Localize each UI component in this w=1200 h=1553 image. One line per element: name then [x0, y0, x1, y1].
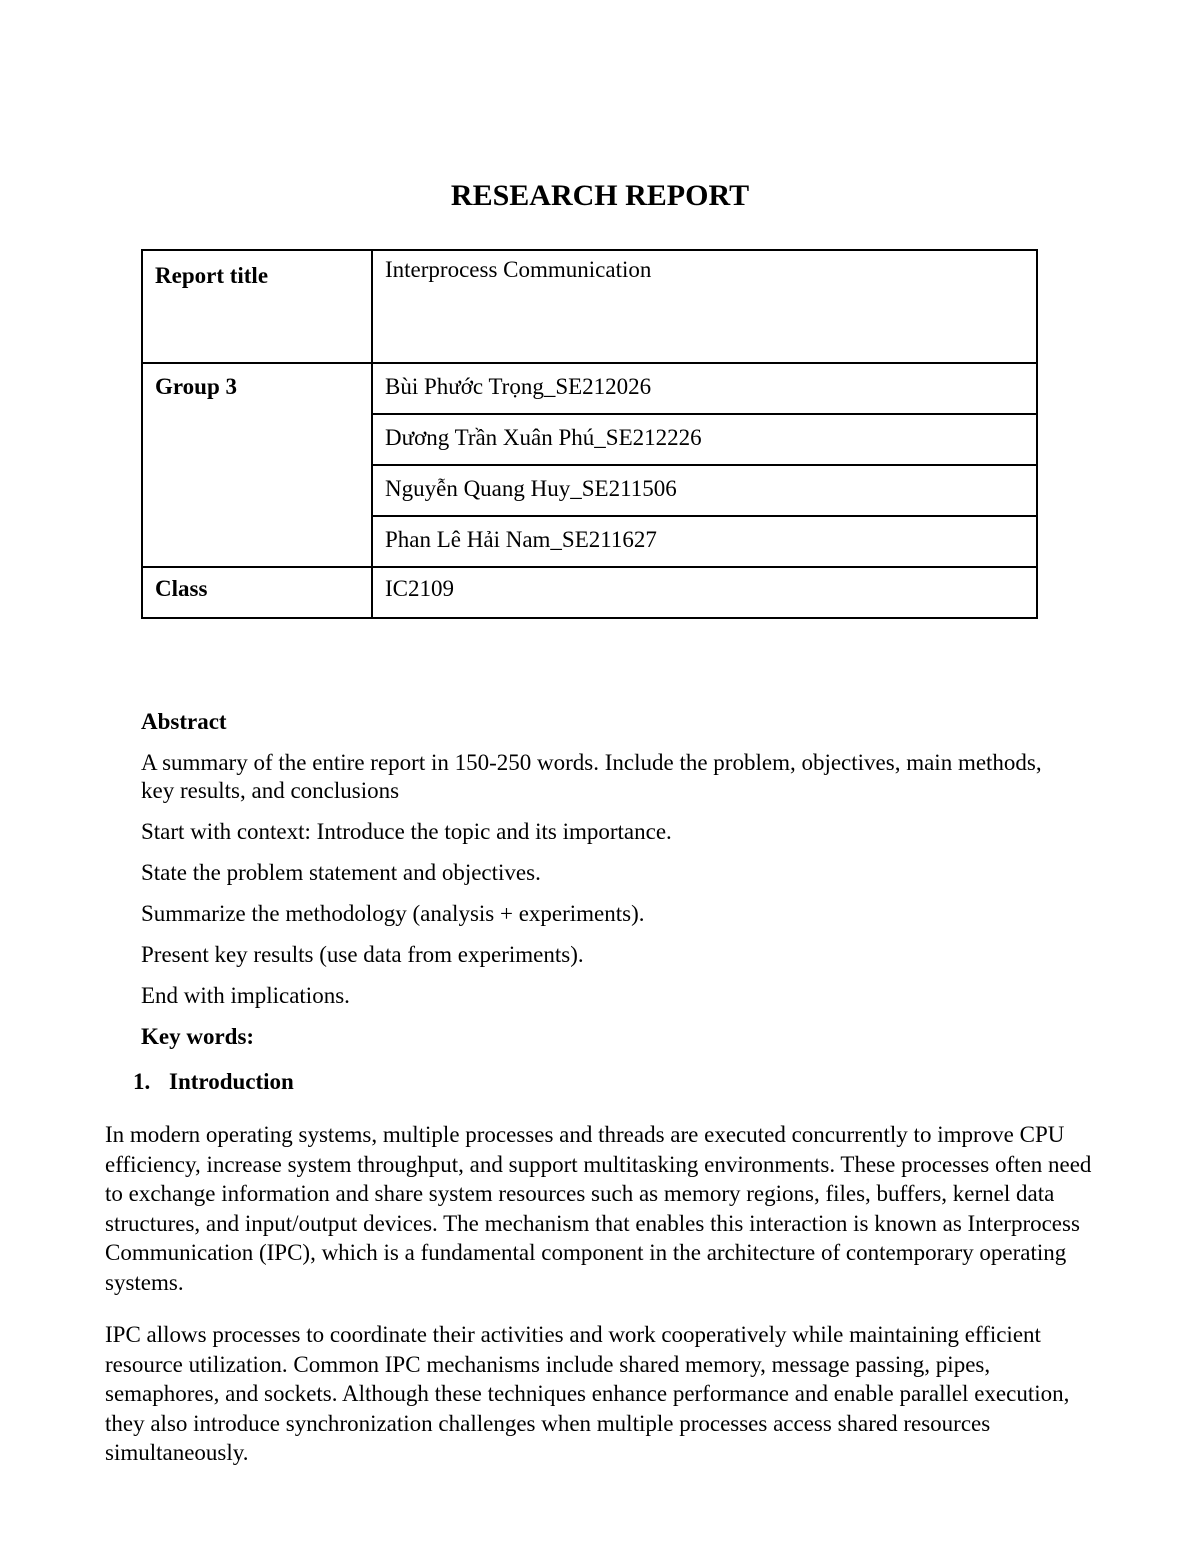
section-number: 1.: [133, 1069, 151, 1094]
section-heading-introduction: [133, 1068, 294, 1096]
abstract-paragraph: End with implications.: [141, 983, 350, 1008]
member-name: Nguyễn Quang Huy_SE211506: [372, 465, 1037, 516]
document-title: RESEARCH REPORT: [450, 179, 750, 212]
report-info-table: [141, 249, 1038, 619]
body-paragraph: In modern operating systems, multiple processes and threads are executed concurrently to improve CPU efficiency, increase system throughput, and support multitasking environments. These processes often need to exchange information and share system resources such as memory regions, files, buffers, kernel data structures, and input/output devices. The mechanism that enables this interaction is known as Interprocess Communication (IPC), which is a fundamental component in the architecture of contemporary operating systems.: [105, 1122, 1092, 1295]
abstract-paragraph: A summary of the entire report in 150-250 words. Include the problem, objectives, main methods, key results, and conclusions: [141, 750, 1042, 803]
introduction-body: [105, 1120, 1095, 1491]
table-row-report-title: [142, 250, 1037, 363]
abstract-paragraph: Present key results (use data from experiments).: [141, 942, 584, 967]
section-title: Introduction: [169, 1069, 294, 1094]
abstract-section: [141, 708, 1061, 1064]
report-title-label: Report title: [142, 250, 372, 363]
member-name: Dương Trần Xuân Phú_SE212226: [372, 414, 1037, 465]
class-label: Class: [142, 567, 372, 618]
table-row-member: [142, 363, 1037, 414]
abstract-paragraph: Start with context: Introduce the topic and its importance.: [141, 819, 672, 844]
abstract-paragraph: Summarize the methodology (analysis + experiments).: [141, 901, 645, 926]
abstract-paragraph: State the problem statement and objectives.: [141, 860, 541, 885]
report-title-value: Interprocess Communication: [372, 250, 1037, 363]
abstract-heading: Abstract: [141, 709, 227, 734]
table-row-class: [142, 567, 1037, 618]
body-paragraph: IPC allows processes to coordinate their activities and work cooperatively while maintaining efficient resource utilization. Common IPC mechanisms include shared memory, message passing, pipes, semaphores, and sockets. Although these techniques enhance performance and enable parallel execution, they also introduce synchronization challenges when multiple processes access shared resources simultaneously.: [105, 1322, 1070, 1465]
group-label: Group 3: [142, 363, 372, 567]
keywords-label: Key words:: [141, 1024, 255, 1049]
class-value: IC2109: [372, 567, 1037, 618]
member-name: Bùi Phước Trọng_SE212026: [372, 363, 1037, 414]
member-name: Phan Lê Hải Nam_SE211627: [372, 516, 1037, 567]
